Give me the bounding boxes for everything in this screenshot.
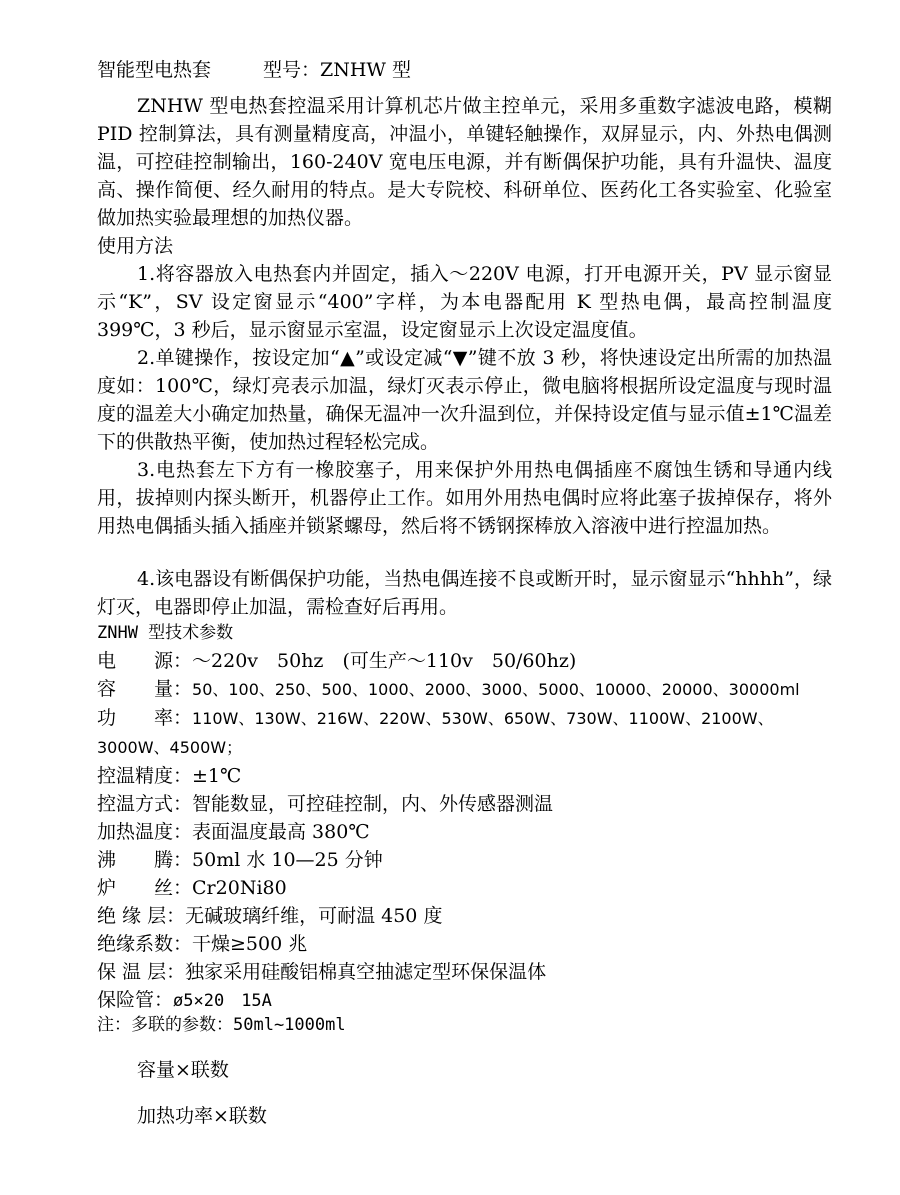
spec-label: 保险管： — [97, 989, 174, 1011]
spec-label: 绝缘系数： — [97, 933, 193, 955]
product-name: 智能型电热套 — [97, 59, 212, 81]
multi-unit-note — [97, 1010, 832, 1039]
usage-step-text: 2.单键操作，按设定加“▲”或设定减“▼”键不放 3 秒，将快速设定出所需的加热温度如：100℃，绿灯亮表示加温，绿灯灭表示停止，微电脑将根据所设定温度与现时温度的温差大小确定加热量，确保无温冲一次升温到位，并保持设定值与显示值±1℃温差下的供散热平衡，使加热过程轻松完成。 — [97, 347, 832, 453]
spec-value: 智能数显，可控硅控制，内、外传感器测温 — [192, 793, 554, 815]
spec-value: 干燥≥500 兆 — [192, 933, 308, 955]
usage-step-text: 4.该电器设有断偶保护功能，当热电偶连接不良或断开时，显示窗显示“hhhh”，绿灯灭，电器即停止加温，需检查好后再用。 — [97, 568, 832, 618]
usage-step-text: 1.将容器放入电热套内并固定，插入～220V 电源，打开电源开关，PV 显示窗显示“K”，SV 设定窗显示“400”字样，为本电器配用 K 型热电偶，最高控制温度 399℃，3 秒后，显示窗显示室温，设定窗显示上次设定温度值。 — [97, 263, 832, 341]
usage-step-text: 3.电热套左下方有一橡胶塞子，用来保护外用热电偶插座不腐蚀生锈和导通内线用，拔掉则内探头断开，机器停止工作。如用外用热电偶时应将此塞子拔掉保存，将外用热电偶插头插入插座并锁紧螺母，然后将不锈钢探棒放入溶液中进行控温加热。 — [97, 459, 832, 537]
spec-boiling — [97, 846, 837, 874]
note-text: 注：多联的参数：50ml~1000ml — [97, 1015, 346, 1035]
spec-control-mode — [97, 790, 837, 818]
spec-label: 沸 腾： — [97, 849, 193, 871]
usage-step-3 — [97, 456, 832, 540]
spec-wattage-continued — [97, 733, 837, 762]
usage-step-2 — [97, 344, 832, 456]
spec-value: 50、100、250、500、1000、2000、3000、5000、10000、20000、30000ml — [192, 680, 800, 699]
spec-heating-wire — [97, 874, 837, 902]
spec-label: 加热温度： — [97, 821, 193, 843]
spec-value: 3000W、4500W； — [97, 738, 243, 757]
usage-step-1 — [97, 260, 832, 344]
usage-heading: 使用方法 — [97, 235, 174, 257]
spec-power — [97, 647, 837, 675]
spec-insulation-coefficient — [97, 930, 837, 958]
spec-value: ～220v 50hz (可生产～110v 50/60hz) — [192, 650, 577, 672]
note-item-capacity: 容量×联数 — [137, 1059, 229, 1081]
spec-label: 容 量： — [97, 678, 193, 700]
product-model: 型号：ZNHW 型 — [263, 59, 411, 81]
spec-value: 独家采用硅酸铝棉真空抽滤定型环保保温体 — [185, 961, 547, 983]
spec-value: ±1℃ — [192, 765, 242, 787]
spec-label: 控温精度： — [97, 765, 193, 787]
spec-label: 控温方式： — [97, 793, 193, 815]
spec-accuracy — [97, 762, 837, 790]
spec-label: 保 温 层： — [97, 961, 186, 983]
spec-thermal-layer — [97, 958, 837, 986]
spec-label: 绝 缘 层： — [97, 905, 186, 927]
intro-paragraph — [97, 92, 832, 232]
spec-wattage — [97, 704, 837, 733]
spec-insulation-layer — [97, 902, 837, 930]
spec-value: Cr20Ni80 — [192, 877, 287, 899]
spec-value: 表面温度最高 380℃ — [192, 821, 370, 843]
specs-heading: ZNHW 型技术参数 — [97, 623, 234, 643]
specs-list — [97, 647, 837, 1015]
spec-value: 110W、130W、216W、220W、530W、650W、730W、1100W、2100W、 — [192, 709, 774, 728]
intro-text: ZNHW 型电热套控温采用计算机芯片做主控单元，采用多重数字滤波电路，模糊 PID 控制算法，具有测量精度高，冲温小，单键轻触操作，双屏显示，内、外热电偶测温，可控硅控制输出，160-240V 宽电压电源，并有断偶保护功能，具有升温快、温度高、操作简便、经久耐用的特点。是大专院校、科研单位、医药化工各实验室、化验室做加热实验最理想的加热仪器。 — [97, 95, 832, 229]
document-title — [97, 56, 832, 84]
spec-label: 炉 丝： — [97, 877, 193, 899]
spec-value: ø5×20 15A — [173, 991, 272, 1011]
usage-step-4 — [97, 565, 832, 621]
spec-value: 无碱玻璃纤维，可耐温 450 度 — [185, 905, 443, 927]
spec-heating-temp — [97, 818, 837, 846]
note-item-power: 加热功率×联数 — [137, 1105, 267, 1127]
spec-label: 功 率： — [97, 707, 193, 729]
spec-capacity — [97, 675, 837, 704]
spec-value: 50ml 水 10—25 分钟 — [192, 849, 383, 871]
spec-label: 电 源： — [97, 650, 193, 672]
